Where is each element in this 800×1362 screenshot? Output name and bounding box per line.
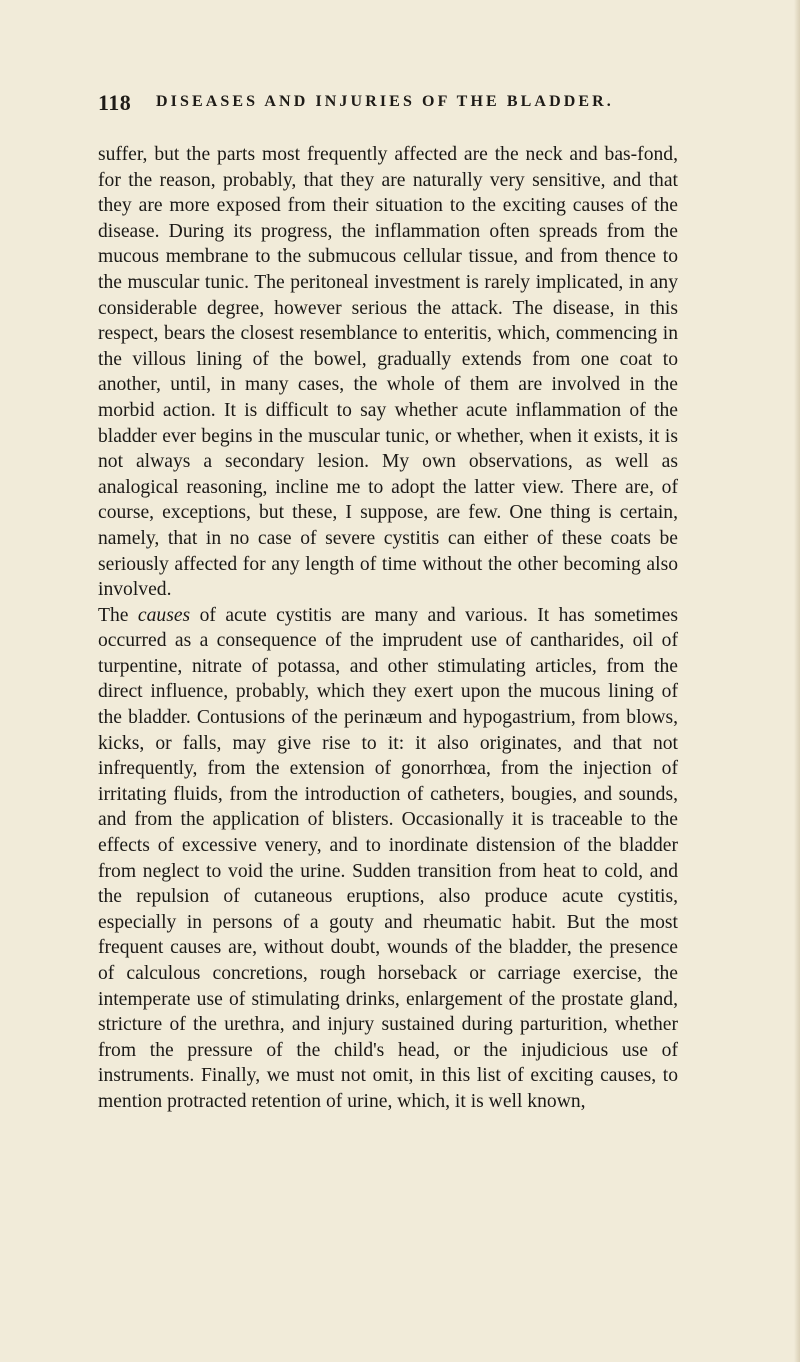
page-number: 118 bbox=[98, 90, 132, 115]
running-title: DISEASES AND INJURIES OF THE BLADDER. bbox=[156, 93, 614, 110]
page-edge-shadow bbox=[794, 0, 800, 1362]
paragraph-2 bbox=[98, 603, 678, 1115]
paragraph-2-rest: of acute cystitis are many and various. It has sometimes occurred as a consequence of the imprudent use of cantharides, oil of turpentine, nitrate of potassa, and other stimulating articles, from the direct influence, probably, which they exert upon the mucous lining of the bladder. Contusions of the perinæum and hypogastrium, from blows, kicks, or falls, may give rise to it: it also originates, and that not infrequently, from the extension of gonorrhœa, from the injection of irritating fluids, from the introduction of catheters, bougies, and sounds, and from the application of blisters. Occasionally it is traceable to the effects of excessive venery, and to inordinate distension of the bladder from neglect to void the urine. Sudden transition from heat to cold, and the repulsion of cutaneous eruptions, also produce acute cystitis, especially in persons of a gouty and rheumatic habit. But the most frequent causes are, without doubt, wounds of the bladder, the presence of calculous concretions, rough horseback or carriage exercise, the intemperate use of stimulating drinks, enlargement of the prostate gland, stricture of the urethra, and injury sustained during parturition, whether from the pressure of the child's head, or the injudicious use of instruments. Finally, we must not omit, in this list of exciting causes, to mention protracted retention of urine, which, it is well known, bbox=[98, 604, 678, 1112]
paragraph-1: suffer, but the parts most frequently affected are the neck and bas-fond, for the reason, probably, that they are naturally very sensitive, and that they are more exposed from their situation to the exciting causes of the disease. During its progress, the inflammation often spreads from the mucous membrane to the submucous cellular tissue, and from thence to the muscular tunic. The peritoneal investment is rarely implicated, in any considerable degree, however serious the attack. The disease, in this respect, bears the closest resemblance to enteritis, which, commencing in the villous lining of the bowel, gradually extends from one coat to another, until, in many cases, the whole of them are involved in the morbid action. It is difficult to say whether acute inflammation of the bladder ever begins in the muscular tunic, or whether, when it exists, it is not always a secondary lesion. My own observations, as well as analogical reasoning, incline me to adopt the latter view. There are, of course, exceptions, but these, I suppose, are few. One thing is certain, namely, that in no case of severe cystitis can either of these coats be seriously affected for any length of time without the other becoming also involved. bbox=[98, 144, 678, 601]
page-header bbox=[98, 90, 698, 120]
paragraph-2-start: The bbox=[98, 604, 138, 626]
body-text bbox=[98, 142, 678, 1115]
causes-italic: causes bbox=[137, 604, 191, 626]
